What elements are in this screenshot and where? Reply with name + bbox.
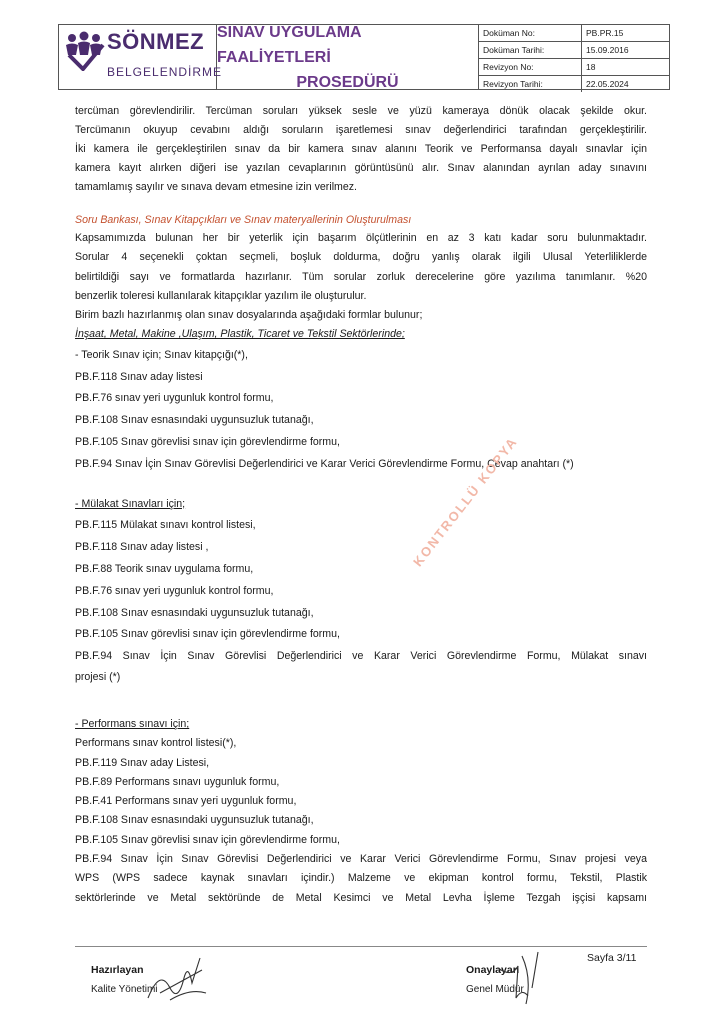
logo-subtitle: BELGELENDİRME — [107, 65, 223, 79]
paragraph-line: tercüman görevlendirilir. Tercüman soruları yüksek sesle ve yüzü kameraya dönük olacak şekilde okur. — [75, 105, 647, 117]
approved-by-title: Onaylayan — [466, 964, 520, 976]
approved-by-role: Genel Müdür — [466, 984, 524, 995]
list-item: WPS (WPS sadece kaynak sınavları içindir.) Malzeme ve ekipman kontrol formu, Tekstil, Plastik — [75, 872, 647, 885]
title-line-2: PROSEDÜRÜ — [296, 73, 399, 91]
list-item: PB.F.94 Sınav İçin Sınav Görevlisi Değerlendirici ve Karar Verici Görevlendirme Formu, Cevap anahtarı (*) — [75, 457, 574, 470]
meta-value: 22.05.2024 — [586, 79, 629, 89]
controlled-copy-stamp: KONTROLLÜ KOPYA — [410, 433, 521, 570]
list-item: PB.F.108 Sınav esnasındaki uygunsuzluk tutanağı, — [75, 814, 314, 827]
document-meta-table — [479, 25, 669, 89]
list-title: - Mülakat Sınavları için; — [75, 497, 186, 510]
paragraph-line: Sorular 4 seçenekli çoktan seçmeli, boşluk doldurma, doğru yanlış olarak ilgili Ulusal Yeterliliklerde — [75, 251, 647, 264]
meta-row — [479, 25, 669, 42]
sector-heading: İnşaat, Metal, Makine ,Ulaşım, Plastik, Ticaret ve Tekstil Sektörlerinde; — [75, 328, 405, 341]
meta-value: PB.PR.15 — [586, 28, 624, 38]
approved-by-signature — [492, 948, 552, 1010]
meta-row — [479, 76, 669, 92]
title-line-1: SINAV UYGULAMA FAALİYETLERİ — [217, 23, 361, 66]
footer-divider — [75, 946, 647, 947]
paragraph-line: İki kamera ile gerçekleştirilen sınav da bir kamera sınav alanını Teorik ve Performansa dayalı sınavlar için — [75, 143, 647, 155]
list-item: PB.F.105 Sınav görevlisi sınav için görevlendirme formu, — [75, 435, 340, 448]
list-item: PB.F.41 Performans sınav yeri uygunluk formu, — [75, 795, 297, 808]
meta-label: Revizyon No: — [479, 59, 582, 75]
meta-value: 15.09.2016 — [586, 45, 629, 55]
list-item: PB.F.118 Sınav aday listesi — [75, 370, 203, 383]
paragraph-line: tamamlamış sayılır ve sınava devam etmesine izin verilmez. — [75, 181, 358, 193]
prepared-by-title: Hazırlayan — [91, 964, 144, 976]
theory-exam-list — [75, 345, 647, 476]
prepared-by-role: Kalite Yönetimi — [91, 984, 158, 995]
list-item: PB.F.76 sınav yeri uygunluk kontrol formu, — [75, 584, 274, 597]
list-item: PB.F.105 Sınav görevlisi sınav için görevlendirme formu, — [75, 833, 340, 846]
document-title — [217, 25, 479, 89]
meta-value: 18 — [586, 62, 596, 72]
list-title: - Teorik Sınav için; Sınav kitapçığı(*), — [75, 348, 248, 361]
document-body — [75, 102, 647, 908]
paragraph-line: Birim bazlı hazırlanmış olan sınav dosyalarında aşağıdaki formlar bulunur; — [75, 309, 423, 322]
list-item: PB.F.105 Sınav görevlisi sınav için görevlendirme formu, — [75, 628, 340, 641]
logo-people-icon — [63, 31, 107, 71]
meta-row — [479, 59, 669, 76]
paragraph-line: Tercümanın okuyup cevabını aldığı soruların işaretlemesi sınav değerlendirici tarafından gerçekleştirilir. — [75, 124, 647, 136]
interview-exam-list — [75, 494, 647, 687]
page-number: Sayfa 3/11 — [587, 952, 637, 964]
prepared-by-signature — [140, 948, 210, 1008]
performance-exam-list — [75, 715, 647, 908]
list-item: PB.F.94 Sınav İçin Sınav Görevlisi Değerlendirici ve Karar Verici Görevlendirme Formu, Mülakat sınavı — [75, 650, 647, 663]
meta-row — [479, 42, 669, 59]
paragraph-line: belirtildiği sayı ve formatlarda hazırlanır. Tüm sorular zorluk derecelerine göre yazılıma tanımlanır. %20 — [75, 270, 647, 283]
section-paragraph — [75, 229, 647, 345]
paragraph-line: benzerlik toleresi kullanılarak kitapçıklar yazılım ile oluşturulur. — [75, 289, 367, 302]
intro-paragraph — [75, 102, 647, 197]
meta-label: Doküman Tarihi: — [479, 42, 582, 58]
meta-label: Revizyon Tarihi: — [479, 76, 582, 92]
list-item: PB.F.88 Teorik sınav uygulama formu, — [75, 562, 254, 575]
logo-name: SÖNMEZ — [107, 29, 205, 54]
paragraph-line: Kapsamımızda bulunan her bir yeterlik için başarım ölçütlerinin en az 3 katı kadar soru bulunmaktadır. — [75, 232, 647, 244]
list-item: PB.F.118 Sınav aday listesi , — [75, 541, 209, 554]
paragraph-line: kamera kayıt alırken diğeri ise yazılan cevaplarının görüntüsünü alır. Sınav alanından ayrılan aday sınavını — [75, 162, 647, 174]
list-item: PB.F.94 Sınav İçin Sınav Görevlisi Değerlendirici ve Karar Verici Görevlendirme Formu, Sınav projesi veya — [75, 853, 647, 866]
list-item: PB.F.115 Mülakat sınavı kontrol listesi, — [75, 519, 256, 532]
document-header — [58, 24, 670, 90]
list-item: PB.F.76 sınav yeri uygunluk kontrol formu, — [75, 392, 274, 405]
list-item: PB.F.108 Sınav esnasındaki uygunsuzluk tutanağı, — [75, 414, 314, 427]
list-item: Performans sınav kontrol listesi(*), — [75, 737, 237, 750]
company-logo — [59, 25, 223, 89]
list-item: PB.F.89 Performans sınavı uygunluk formu, — [75, 775, 280, 788]
list-item: PB.F.119 Sınav aday Listesi, — [75, 756, 210, 769]
meta-label: Doküman No: — [479, 25, 582, 41]
list-item: PB.F.108 Sınav esnasındaki uygunsuzluk tutanağı, — [75, 606, 314, 619]
list-title: - Performans sınavı için; — [75, 717, 190, 730]
list-item: sektörlerinde ve Metal sektöründe de Metal Kesimci ve Metal Levha İşleme Tezgah işçisi kapsamı — [75, 891, 647, 904]
list-item-continued: projesi (*) — [75, 670, 121, 683]
section-heading: Soru Bankası, Sınav Kitapçıkları ve Sınav materyallerinin Oluşturulması — [75, 214, 412, 226]
